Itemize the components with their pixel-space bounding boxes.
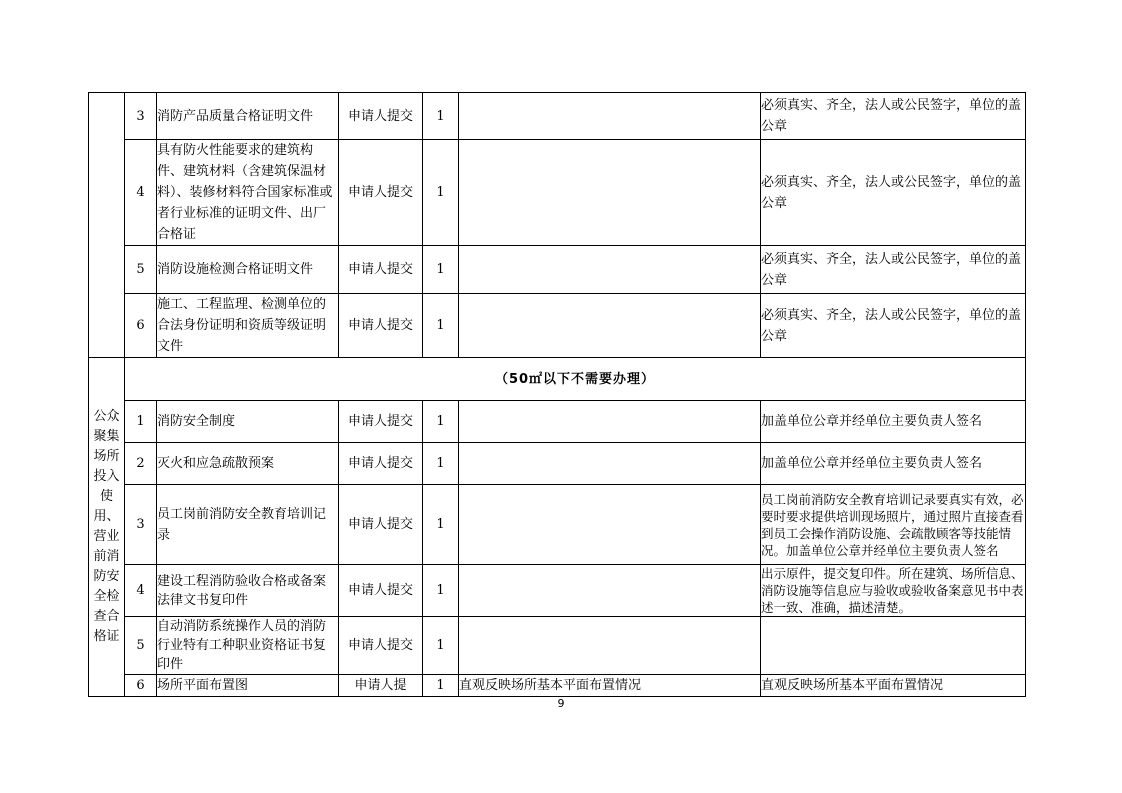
copy-count: 1: [423, 485, 459, 565]
row-number: 4: [125, 565, 157, 617]
copy-count: 1: [423, 294, 459, 358]
row-number: 3: [125, 93, 157, 140]
table-row: [89, 617, 1026, 675]
remark: 出示原件，提交复印件。所在建筑、场所信息、消防设施等信息应与验收或验收备案意见书中表述一致、准确，描述清楚。: [761, 566, 1024, 615]
material-name: 灭火和应急疏散预案: [157, 443, 339, 485]
table-row: [89, 246, 1026, 294]
row-number: 5: [125, 246, 157, 294]
row-number: 6: [125, 675, 157, 697]
row-number: 6: [125, 294, 157, 358]
provider: 申请人提交: [339, 485, 423, 565]
provider: 申请人提: [339, 675, 423, 697]
material-name: 消防设施检测合格证明文件: [157, 246, 339, 294]
table-row: [89, 401, 1026, 443]
row-number: 5: [125, 617, 157, 675]
provider: 申请人提交: [339, 617, 423, 675]
remark: 必须真实、齐全，法人或公民签字，单位的盖公章: [761, 246, 1026, 294]
standard-cell: [459, 140, 761, 246]
row-number: 2: [125, 443, 157, 485]
provider: 申请人提交: [339, 246, 423, 294]
material-name: 员工岗前消防安全教育培训记录: [157, 485, 339, 565]
category-cell-continued: [89, 93, 125, 358]
standard-cell: [459, 485, 761, 565]
copy-count: 1: [423, 565, 459, 617]
copy-count: 1: [423, 401, 459, 443]
material-name: 消防安全制度: [157, 401, 339, 443]
copy-count: 1: [423, 617, 459, 675]
standard-cell: [459, 443, 761, 485]
standard-cell: 直观反映场所基本平面布置情况: [459, 675, 761, 697]
provider: 申请人提交: [339, 401, 423, 443]
row-number: 4: [125, 140, 157, 246]
table-row: [89, 140, 1026, 246]
material-name: 具有防火性能要求的建筑构件、建筑材料（含建筑保温材料）、装修材料符合国家标准或者行业标准的证明文件、出厂合格证: [157, 140, 339, 246]
remark: 必须真实、齐全，法人或公民签字，单位的盖公章: [761, 294, 1026, 358]
material-name: 建设工程消防验收合格或备案法律文书复印件: [157, 565, 339, 617]
standard-cell: [459, 617, 761, 675]
remark: 员工岗前消防安全教育培训记录要真实有效，必要时要求提供培训现场照片，通过照片直接查看到员工会操作消防设施、会疏散顾客等技能情况。加盖单位公章并经单位主要负责人签名: [761, 485, 1026, 565]
materials-table: [88, 92, 1026, 697]
table-row: [89, 675, 1026, 697]
row-number: 1: [125, 401, 157, 443]
table-row: [89, 443, 1026, 485]
category-cell: [89, 358, 125, 697]
remark: 必须真实、齐全，法人或公民签字，单位的盖公章: [761, 140, 1026, 246]
material-name: 施工、工程监理、检测单位的合法身份证明和资质等级证明文件: [157, 294, 339, 358]
table-row: [89, 93, 1026, 140]
category-label: 公众聚集场所投入使用、营业前消防安全检查合格证: [93, 409, 120, 644]
copy-count: 1: [423, 246, 459, 294]
copy-count: 1: [423, 443, 459, 485]
provider: 申请人提交: [339, 140, 423, 246]
remark: 必须真实、齐全，法人或公民签字，单位的盖公章: [761, 93, 1026, 140]
table-row: [89, 294, 1026, 358]
provider: 申请人提交: [339, 443, 423, 485]
material-name: 场所平面布置图: [157, 675, 339, 697]
remark: 加盖单位公章并经单位主要负责人签名: [761, 401, 1026, 443]
row-number: 3: [125, 485, 157, 565]
standard-cell: [459, 401, 761, 443]
material-name: 自动消防系统操作人员的消防行业特有工种职业资格证书复印件: [157, 617, 339, 675]
page-number: 9: [557, 697, 565, 710]
material-name: 消防产品质量合格证明文件: [157, 93, 339, 140]
provider: 申请人提交: [339, 565, 423, 617]
provider: 申请人提交: [339, 93, 423, 140]
copy-count: 1: [423, 675, 459, 697]
remark: 直观反映场所基本平面布置情况: [761, 675, 1026, 697]
note-row: [89, 358, 1026, 401]
standard-cell: [459, 93, 761, 140]
remark: [761, 617, 1026, 675]
remark: 加盖单位公章并经单位主要负责人签名: [761, 443, 1026, 485]
copy-count: 1: [423, 93, 459, 140]
table-row: [89, 485, 1026, 565]
table-row: [89, 565, 1026, 617]
provider: 申请人提交: [339, 294, 423, 358]
copy-count: 1: [423, 140, 459, 246]
note-banner: （50㎡以下不需要办理）: [125, 358, 1026, 401]
standard-cell: [459, 246, 761, 294]
standard-cell: [459, 294, 761, 358]
standard-cell: [459, 565, 761, 617]
